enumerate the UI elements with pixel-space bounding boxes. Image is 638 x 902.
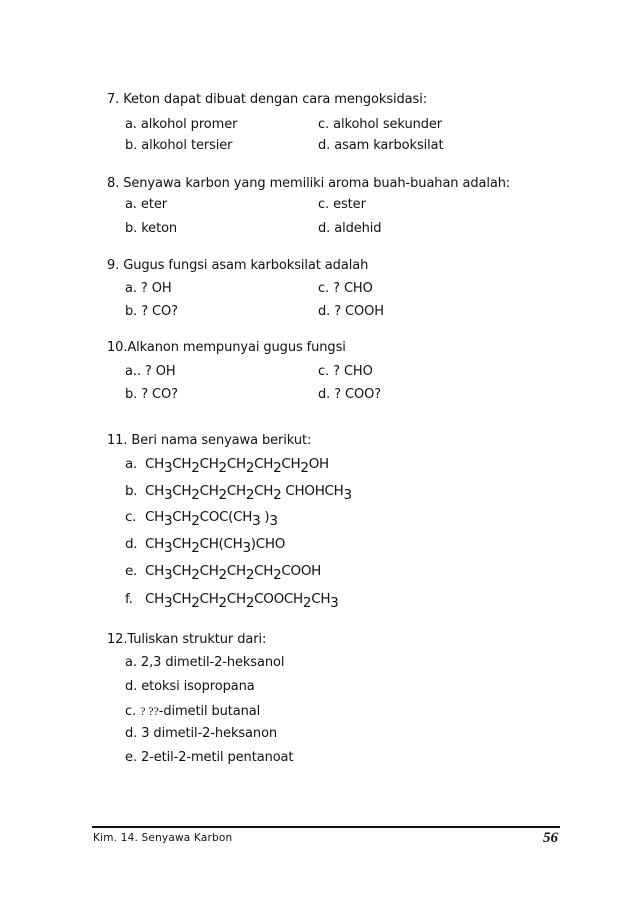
formula-subscript: 3 xyxy=(163,513,173,529)
option-9d: d. ? COOH xyxy=(318,304,384,319)
formula-11f xyxy=(125,590,339,611)
option-9b: b. ? CO? xyxy=(125,304,178,319)
formula-text: CH xyxy=(199,563,219,579)
formula-subscript: 3 xyxy=(163,567,173,583)
item-12c xyxy=(125,703,260,720)
option-7a: a. alkohol promer xyxy=(125,117,238,132)
formula-text: CH xyxy=(199,456,219,472)
formula-text: CH xyxy=(254,563,274,579)
formula-text: CH xyxy=(145,563,164,579)
formula-text: CH xyxy=(145,509,164,525)
formula-text: CH xyxy=(226,563,246,579)
formula-subscript: 2 xyxy=(273,460,282,476)
formula-text: CH xyxy=(172,536,192,552)
formula-11b xyxy=(125,482,352,503)
item-12a: a. 2,3 dimetil-2-heksanol xyxy=(125,655,285,670)
formula-text: OH xyxy=(308,456,329,472)
question-11: 11. Beri nama senyawa berikut: xyxy=(107,433,312,448)
item-12e: e. 2-etil-2-metil pentanoat xyxy=(125,750,294,765)
page-number: 56 xyxy=(543,830,558,846)
formula-subscript: 3 xyxy=(242,540,251,556)
option-7d: d. asam karboksilat xyxy=(318,138,444,153)
formula-text: COOH xyxy=(281,563,322,579)
formula-text: COC(CH xyxy=(199,509,253,525)
formula-subscript: 2 xyxy=(191,513,200,529)
formula-text: CH xyxy=(145,483,164,499)
option-8d: d. aldehid xyxy=(318,221,382,236)
option-10c: c. ? CHO xyxy=(318,364,373,379)
formula-text: CH xyxy=(145,536,164,552)
formula-subscript: 2 xyxy=(218,567,227,583)
formula-text: )CHO xyxy=(250,536,286,552)
question-7: 7. Keton dapat dibuat dengan cara mengoksidasi: xyxy=(107,92,427,107)
question-10: 10.Alkanon mempunyai gugus fungsi xyxy=(107,340,346,355)
formula-11e xyxy=(125,562,322,583)
formula-text: CH(CH xyxy=(199,536,243,552)
question-8: 8. Senyawa karbon yang memiliki aroma buah-buahan adalah: xyxy=(107,176,511,191)
formula-label: f. xyxy=(125,591,133,607)
formula-subscript: 3 xyxy=(163,595,173,611)
formula-text: CH xyxy=(254,483,274,499)
formula-subscript: 2 xyxy=(191,487,200,503)
formula-subscript: 2 xyxy=(245,487,255,503)
option-9c: c. ? CHO xyxy=(318,281,373,296)
formula-subscript: 3 xyxy=(163,487,173,503)
item-12d-first: d. etoksi isopropana xyxy=(125,679,255,694)
formula-label: d. xyxy=(125,536,138,552)
option-10b: b. ? CO? xyxy=(125,387,178,402)
formula-subscript: 2 xyxy=(191,567,200,583)
formula-subscript: 2 xyxy=(245,567,255,583)
formula-text: CH xyxy=(172,591,192,607)
formula-subscript: 2 xyxy=(191,540,200,556)
option-8a: a. eter xyxy=(125,197,167,212)
formula-subscript: 3 xyxy=(163,540,173,556)
option-7b: b. alkohol tersier xyxy=(125,138,233,153)
formula-subscript: 3 xyxy=(252,513,261,529)
formula-label: e. xyxy=(125,563,137,579)
formula-11a xyxy=(125,455,329,476)
option-9a: a. ? OH xyxy=(125,281,172,296)
formula-subscript: 2 xyxy=(302,595,312,611)
formula-subscript: 2 xyxy=(218,595,227,611)
formula-subscript: 3 xyxy=(163,460,173,476)
footer-rule xyxy=(92,826,560,828)
option-8b: b. keton xyxy=(125,221,178,236)
item-12c-symbols: ? ?? xyxy=(140,704,159,718)
formula-text: CH xyxy=(226,591,246,607)
option-7c: c. alkohol sekunder xyxy=(318,117,443,132)
formula-subscript: 3 xyxy=(330,595,339,611)
formula-subscript: 2 xyxy=(218,460,227,476)
formula-11d xyxy=(125,535,286,556)
formula-11c xyxy=(125,508,278,529)
formula-text: CH xyxy=(199,591,219,607)
formula-label: a. xyxy=(125,456,137,472)
formula-label: c. xyxy=(125,509,137,525)
option-10a: a.. ? OH xyxy=(125,364,176,379)
formula-subscript: 2 xyxy=(245,460,255,476)
formula-text: CH xyxy=(172,563,192,579)
formula-text: CH xyxy=(226,483,246,499)
formula-text: COOCH xyxy=(254,591,303,607)
formula-text: ) xyxy=(260,509,270,525)
formula-text: CH xyxy=(311,591,331,607)
formula-text: CH xyxy=(199,483,219,499)
formula-subscript: 3 xyxy=(343,487,352,503)
formula-subscript: 2 xyxy=(191,595,200,611)
formula-subscript: 3 xyxy=(269,513,278,529)
item-12d: d. 3 dimetil-2-heksanon xyxy=(125,726,278,741)
formula-text: CH xyxy=(226,456,246,472)
question-9: 9. Gugus fungsi asam karboksilat adalah xyxy=(107,258,369,273)
item-12c-text: -dimetil butanal xyxy=(158,704,261,719)
formula-subscript: 2 xyxy=(273,567,282,583)
option-8c: c. ester xyxy=(318,197,366,212)
formula-subscript: 2 xyxy=(300,460,309,476)
formula-subscript: 2 xyxy=(245,595,255,611)
formula-subscript: 2 xyxy=(218,487,227,503)
footer-title: Kim. 14. Senyawa Karbon xyxy=(93,832,233,844)
formula-text: CH xyxy=(254,456,274,472)
formula-subscript: 2 xyxy=(191,460,200,476)
formula-subscript: 2 xyxy=(273,487,282,503)
formula-text: CHOHCH xyxy=(281,483,344,499)
formula-text: CH xyxy=(172,483,192,499)
item-12c-label: c. xyxy=(125,704,137,719)
formula-text: CH xyxy=(172,509,192,525)
formula-label: b. xyxy=(125,483,138,499)
option-10d: d. ? COO? xyxy=(318,387,382,402)
formula-text: CH xyxy=(172,456,192,472)
formula-text: CH xyxy=(145,591,164,607)
formula-text: CH xyxy=(281,456,301,472)
question-12: 12.Tuliskan struktur dari: xyxy=(107,632,267,647)
formula-text: CH xyxy=(145,456,164,472)
